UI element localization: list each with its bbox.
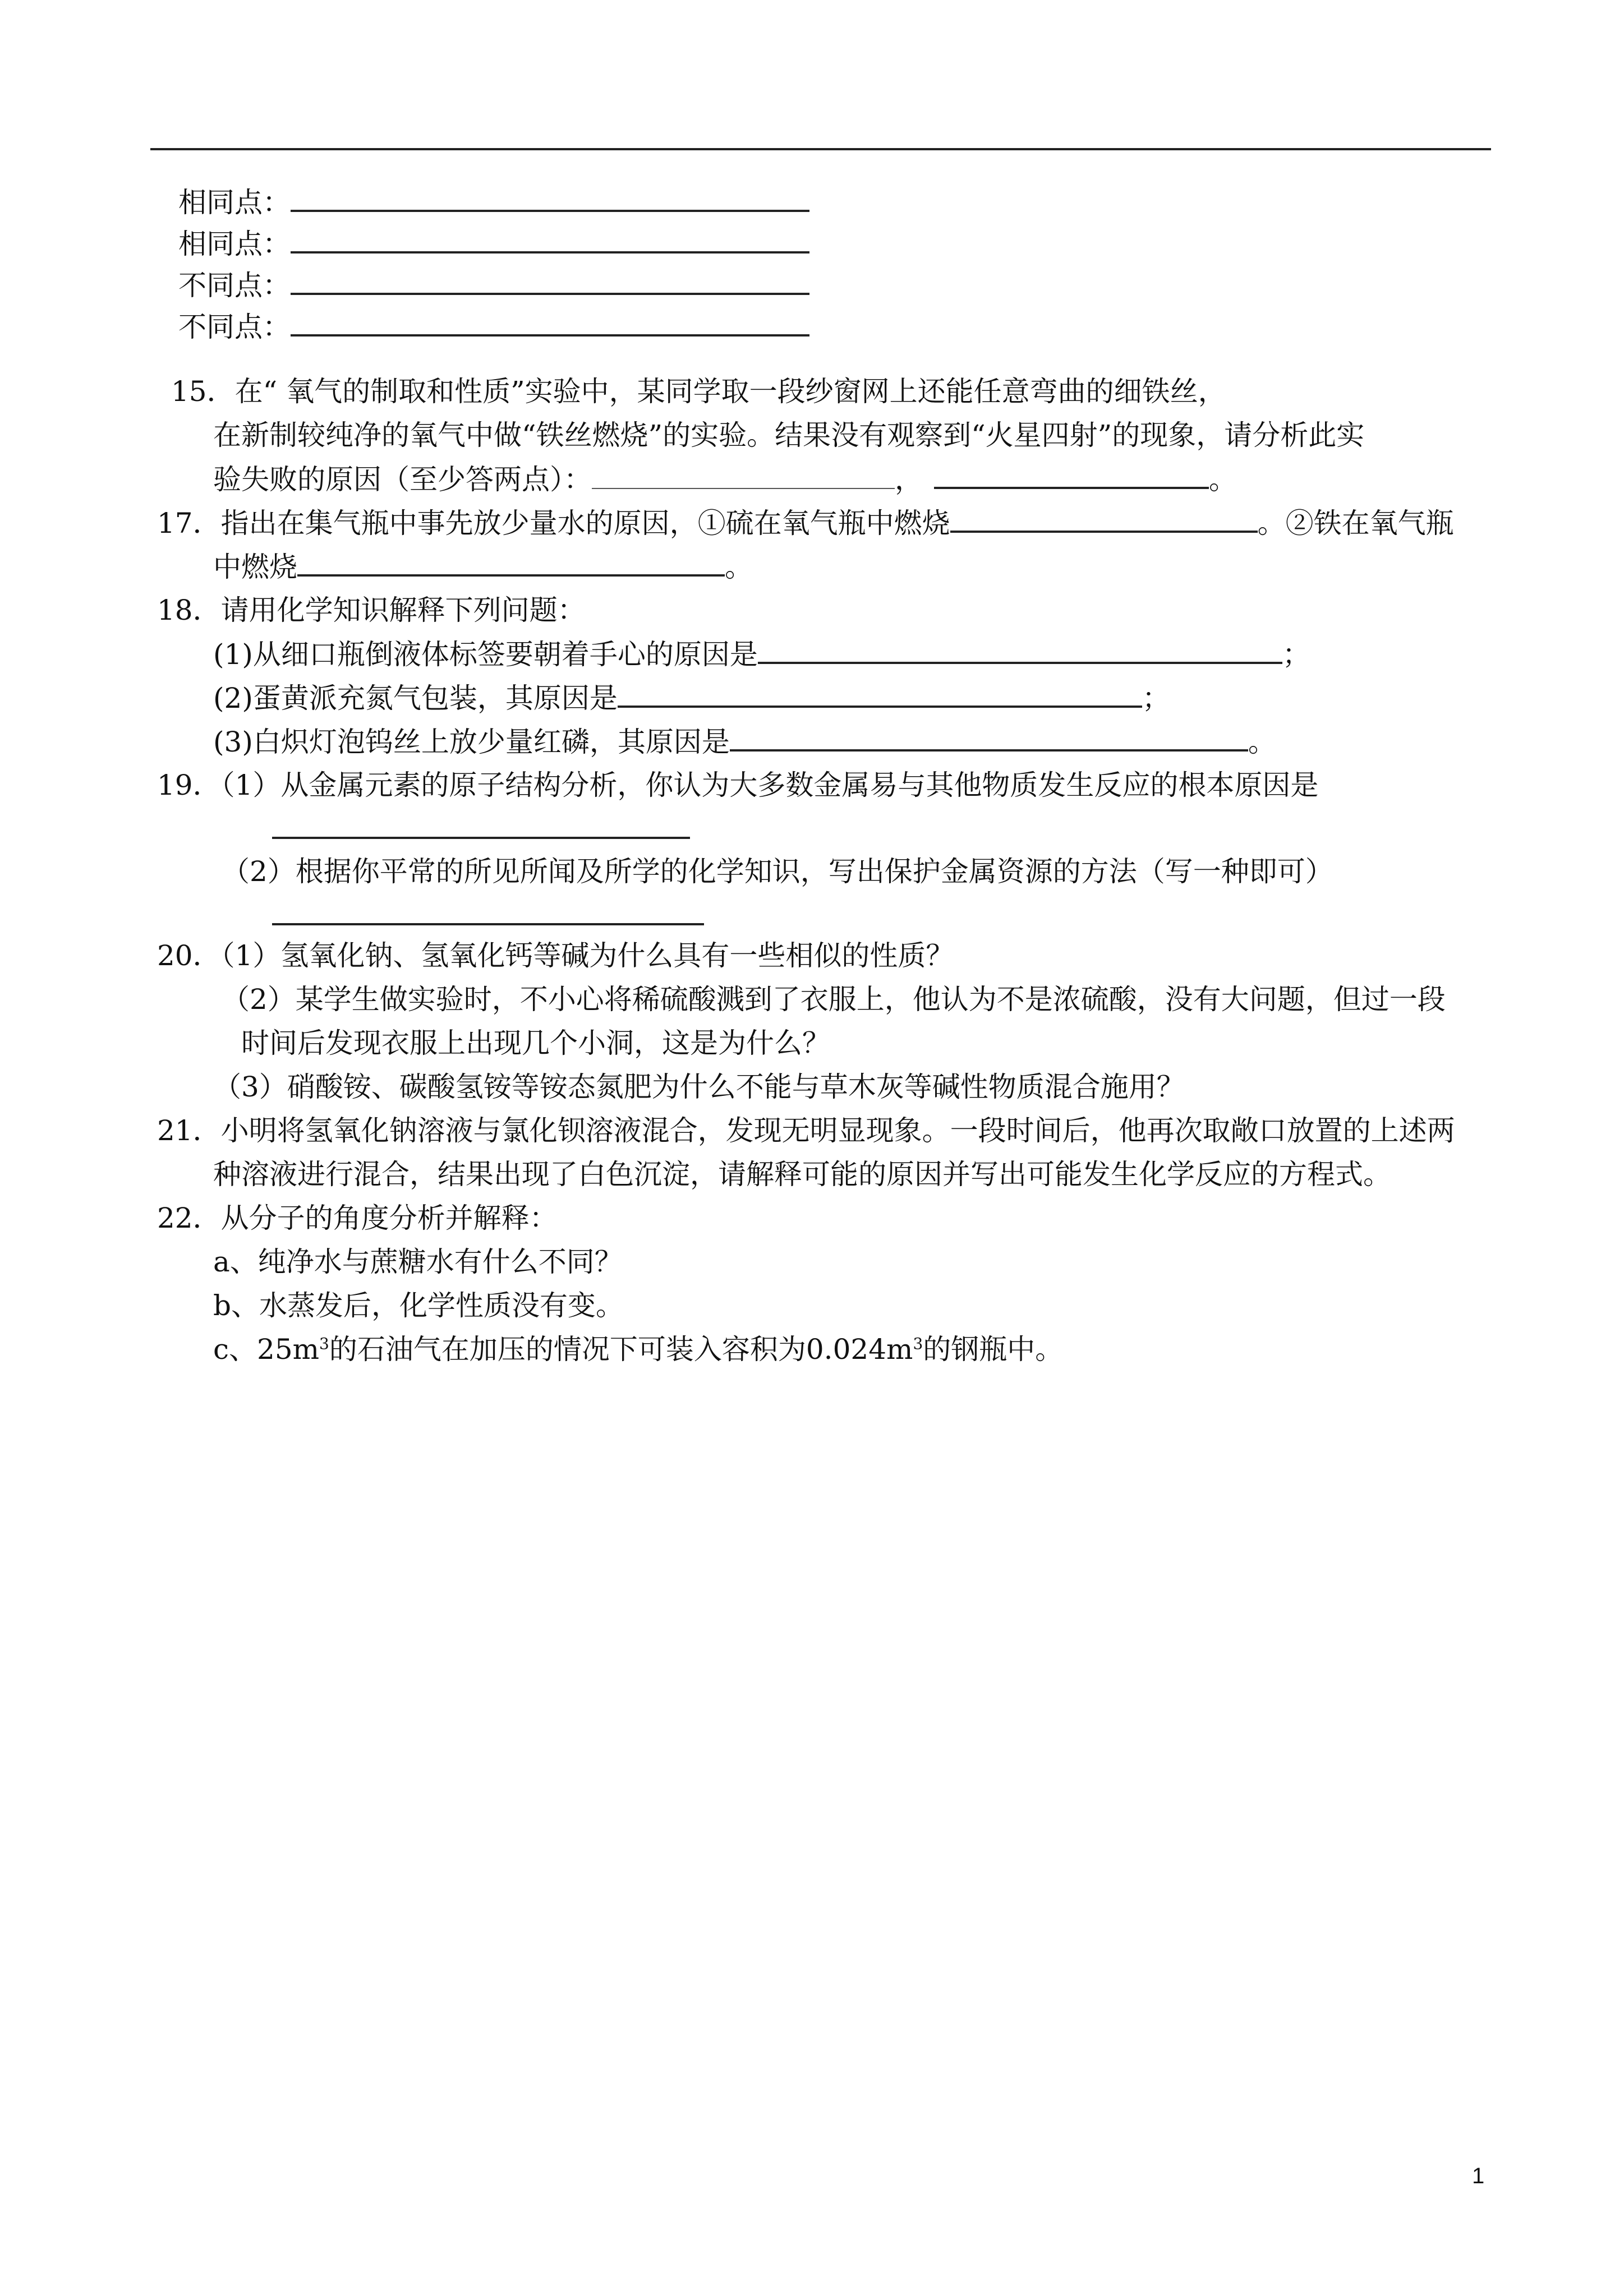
answer-blank[interactable] xyxy=(758,637,1282,664)
question-22-a: a、纯净水与蔗糖水有什么不同？ xyxy=(213,1246,623,1278)
item-prompt: (3)白炽灯泡钨丝上放少量红磷，其原因是 xyxy=(213,726,730,758)
punctuation: 。 xyxy=(1248,726,1276,758)
question-22-title: 22．从分子的角度分析并解释： xyxy=(157,1202,558,1234)
question-17-suffix: 。②铁在氧气瓶 xyxy=(1257,507,1454,540)
answer-blank[interactable] xyxy=(272,923,704,925)
question-18-item2 xyxy=(213,681,1170,715)
superscript: 3 xyxy=(913,1334,923,1353)
comparison-label: 相同点： xyxy=(178,228,291,260)
answer-blank[interactable] xyxy=(291,227,809,253)
answer-blank[interactable] xyxy=(592,463,895,489)
superscript: 3 xyxy=(319,1334,329,1353)
comparison-row xyxy=(178,268,809,302)
answer-blank[interactable] xyxy=(291,310,809,336)
question-18-item3 xyxy=(213,725,1276,759)
question-15-line3 xyxy=(213,462,1237,496)
question-17-prompt: 17．指出在集气瓶中事先放少量水的原因，①硫在氧气瓶中燃烧 xyxy=(157,507,950,540)
comparison-row xyxy=(178,310,809,344)
question-21-line1: 21．小明将氢氧化钠溶液与氯化钡溶液混合，发现无明显现象。一段时间后，他再次取敞口放置的上述两 xyxy=(157,1114,1455,1147)
question-22-b: b、水蒸发后，化学性质没有变。 xyxy=(213,1289,624,1322)
question-17-line1 xyxy=(157,506,1454,540)
answer-blank[interactable] xyxy=(272,837,690,839)
question-22-c-suffix: 的钢瓶中。 xyxy=(923,1333,1064,1366)
question-22-c xyxy=(213,1333,1063,1366)
question-20-part3: （3）硝酸铵、碳酸氢铵等铵态氮肥为什么不能与草木灰等碱性物质混合施用？ xyxy=(213,1071,1185,1103)
question-18-item1 xyxy=(213,637,1310,671)
question-15-prompt: 验失败的原因（至少答两点）： xyxy=(213,463,592,496)
comparison-row xyxy=(178,185,809,219)
question-19-part1: 19．（1）从金属元素的原子结构分析，你认为大多数金属易与其他物质发生反应的根本原因是 xyxy=(157,769,1319,801)
question-20-part2-line2: 时间后发现衣服上出现几个小洞，这是为什么？ xyxy=(241,1027,830,1059)
page-number: 1 xyxy=(1472,2164,1485,2188)
comparison-label: 相同点： xyxy=(178,186,291,219)
header-rule xyxy=(150,148,1491,150)
question-18-title: 18．请用化学知识解释下列问题： xyxy=(157,594,586,626)
answer-blank[interactable] xyxy=(618,681,1142,708)
item-prompt: (2)蛋黄派充氮气包装，其原因是 xyxy=(213,682,618,714)
comparison-row xyxy=(178,227,809,261)
answer-blank[interactable] xyxy=(291,185,809,212)
separator: ， xyxy=(895,463,923,496)
comparison-label: 不同点： xyxy=(178,311,291,343)
question-15-line2: 在新制较纯净的氧气中做“铁丝燃烧”的实验。结果没有观察到“火星四射”的现象，请分析此实 xyxy=(213,419,1365,451)
period: 。 xyxy=(1209,463,1237,496)
period: 。 xyxy=(725,551,753,583)
answer-blank[interactable] xyxy=(934,462,1209,489)
question-17-line2 xyxy=(213,550,753,584)
question-22-c-middle: 的石油气在加压的情况下可装入容积为0.024m xyxy=(329,1333,913,1366)
answer-blank[interactable] xyxy=(730,725,1248,751)
question-20-part1: 20．（1）氢氧化钠、氢氧化钙等碱为什么具有一些相似的性质？ xyxy=(157,939,954,972)
question-22-c-prefix: c、25m xyxy=(213,1333,320,1366)
comparison-label: 不同点： xyxy=(178,269,291,302)
question-21-line2: 种溶液进行混合，结果出现了白色沉淀，请解释可能的原因并写出可能发生化学反应的方程式。 xyxy=(213,1158,1391,1191)
question-19-part2: （2）根据你平常的所见所闻及所学的化学知识，写出保护金属资源的方法（写一种即可） xyxy=(222,855,1333,888)
punctuation: ； xyxy=(1142,682,1170,714)
question-20-part2-line1: （2）某学生做实验时，不小心将稀硫酸溅到了衣服上，他认为不是浓硫酸，没有大问题，但过一段 xyxy=(222,983,1446,1016)
question-15-line1: 15．在“ 氧气的制取和性质”实验中，某同学取一段纱窗网上还能任意弯曲的细铁丝， xyxy=(171,375,1226,408)
punctuation: ； xyxy=(1282,638,1310,671)
answer-blank[interactable] xyxy=(950,506,1258,533)
question-17-prompt2: 中燃烧 xyxy=(213,551,297,583)
item-prompt: (1)从细口瓶倒液体标签要朝着手心的原因是 xyxy=(213,638,758,671)
answer-blank[interactable] xyxy=(291,268,809,295)
answer-blank[interactable] xyxy=(297,550,725,577)
